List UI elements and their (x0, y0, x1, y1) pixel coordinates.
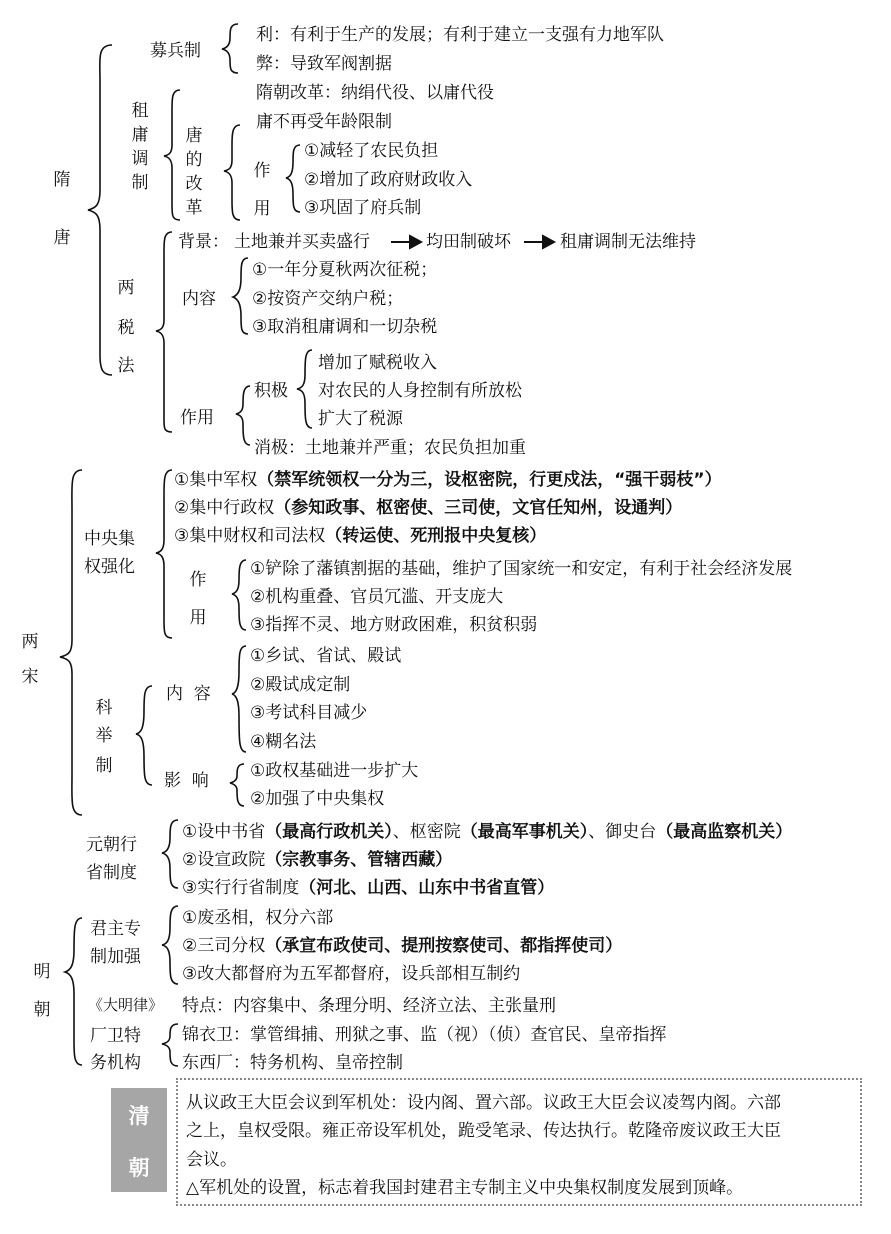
positive-item: 扩大了税源 (318, 409, 403, 429)
autocracy-item: ①废丞相，权分六部 (182, 908, 334, 928)
era-char: 唐 (53, 228, 71, 248)
negative-item: 消极：土地兼并严重；农民负担加重 (254, 438, 526, 458)
keju-impact-label: 影 响 (164, 771, 209, 791)
keju-content-label: 内 容 (166, 684, 211, 704)
autocracy-label: 制加强 (90, 947, 141, 967)
keju-char: 科 (95, 698, 113, 718)
effect-char: 用 (189, 608, 207, 628)
positive-label: 积极 (254, 381, 288, 401)
content-label: 内容 (182, 289, 216, 309)
background-label: 背景： (178, 232, 229, 252)
era-char: 明 (33, 962, 51, 982)
secret-police-item: 锦衣卫：掌管缉捕、刑狱之事、监（视）（侦）查官民、皇帝指挥 (182, 1025, 667, 1045)
qing-line: △军机处的设置，标志着我国封建君主专制主义中央集权制度发展到顶峰。 (186, 1178, 744, 1198)
positive-item: 增加了赋税收入 (318, 353, 437, 373)
mubing-label: 募兵制 (150, 41, 201, 61)
qing-title-block (111, 1088, 167, 1192)
zyd-effect: ③巩固了府兵制 (304, 198, 422, 218)
yuan-item: ②设宣政院（宗教事务、管辖西藏） (182, 850, 453, 870)
keju-content: ④糊名法 (250, 732, 317, 752)
liangshui-char: 法 (117, 356, 135, 376)
secret-police-label: 厂卫特 (90, 1026, 141, 1046)
zuyongdiao-char: 庸 (131, 125, 149, 145)
qing-line: 从议政王大臣会议到军机处：设内阁、置六部。议政王大臣会议凌驾内阁。六部 (186, 1093, 781, 1113)
yuan-label: 省制度 (86, 863, 137, 883)
secret-police-item: 东西厂：特务机构、皇帝控制 (182, 1053, 403, 1073)
zuyongdiao-char: 调 (131, 149, 149, 169)
yuan-label: 元朝行 (86, 835, 137, 855)
song-effect: ①铲除了藩镇割据的基础，维护了国家统一和安定，有利于社会经济发展 (250, 559, 793, 579)
background-step: 均田制破坏 (426, 232, 511, 252)
tang-reform-char: 唐 (185, 126, 203, 146)
qing-title-char: 清 (128, 1104, 150, 1128)
centralization-label: 中央集 (84, 529, 135, 549)
positive-item: 对农民的人身控制有所放松 (318, 381, 522, 401)
autocracy-label: 君主专 (90, 919, 141, 939)
yuan-item: ①设中书省（最高行政机关）、枢密院（最高军事机关）、御史台（最高监察机关） (182, 822, 793, 842)
tang-reform-char: 的 (185, 150, 203, 170)
effect-char: 作 (253, 161, 271, 181)
era-char: 隋 (53, 170, 71, 190)
keju-char: 制 (95, 756, 113, 776)
keju-char: 举 (95, 726, 113, 746)
qing-title-char: 朝 (128, 1156, 150, 1180)
measure-item: ③集中财权和司法权（转运使、死刑报中央复核） (174, 526, 547, 546)
zyd-effect: ①减轻了农民负担 (304, 141, 439, 161)
zuyongdiao-char: 制 (131, 173, 149, 193)
era-char: 朝 (33, 1000, 51, 1020)
keju-content: ①乡试、省试、殿试 (250, 646, 402, 666)
centralization-label: 权强化 (84, 557, 135, 577)
tang-reform-char: 革 (185, 198, 203, 218)
liangshui-char: 税 (117, 318, 135, 338)
keju-impact: ①政权基础进一步扩大 (250, 761, 419, 781)
qing-line: 会议。 (186, 1150, 237, 1170)
era-char: 宋 (21, 667, 39, 687)
song-effect: ③指挥不灵、地方财政困难，积贫积弱 (250, 615, 538, 635)
zyd-effect: ②增加了政府财政收入 (304, 170, 473, 190)
effect-char: 作 (189, 570, 207, 590)
keju-impact: ②加强了中央集权 (250, 789, 385, 809)
zuyongdiao-char: 租 (131, 101, 149, 121)
effect-char: 用 (253, 199, 271, 219)
keju-content: ③考试科目减少 (250, 703, 368, 723)
measure-item: ①集中军权（禁军统领权一分为三，设枢密院，行更戍法，“强干弱枝”） (174, 470, 722, 490)
ls-effect-label: 作用 (180, 408, 214, 428)
tang-reform-char: 改 (185, 174, 203, 194)
ls-content: ①一年分夏秋两次征税； (252, 260, 438, 280)
no-age-limit: 庸不再受年龄限制 (256, 112, 392, 132)
mubing-pros: 利：有利于生产的发展；有利于建立一支强有力地军队 (256, 25, 664, 45)
secret-police-label: 务机构 (90, 1053, 141, 1073)
era-char: 两 (21, 632, 39, 652)
yuan-item: ③实行行省制度（河北、山西、山东中书省直管） (182, 878, 555, 898)
keju-content: ②殿试成定制 (250, 675, 351, 695)
mubing-cons: 弊：导致军阀割据 (256, 54, 392, 74)
song-effect: ②机构重叠、官员冗滥、开支庞大 (250, 587, 504, 607)
autocracy-item: ③改大都督府为五军都督府，设兵部相互制约 (182, 964, 521, 984)
autocracy-item: ②三司分权（承宣布政使司、提刑按察使司、都指挥使司） (182, 936, 623, 956)
background-step: 租庸调制无法维持 (560, 232, 696, 252)
code-feature: 特点：内容集中、条理分明、经济立法、主张量刑 (182, 996, 556, 1016)
background-step: 土地兼并买卖盛行 (234, 232, 370, 252)
ls-content: ③取消租庸调和一切杂税 (252, 317, 438, 337)
liangshui-char: 两 (117, 278, 135, 298)
sui-reform: 隋朝改革：纳绢代役、以庸代役 (256, 83, 494, 103)
ls-content: ②按资产交纳户税； (252, 289, 404, 309)
code-label: 《大明律》 (88, 996, 164, 1014)
qing-line: 之上，皇权受限。雍正帝设军机处，跪受笔录、传达执行。乾隆帝废议政王大臣 (186, 1121, 781, 1141)
measure-item: ②集中行政权（参知政事、枢密使、三司使，文官任知州，设通判） (174, 498, 683, 518)
